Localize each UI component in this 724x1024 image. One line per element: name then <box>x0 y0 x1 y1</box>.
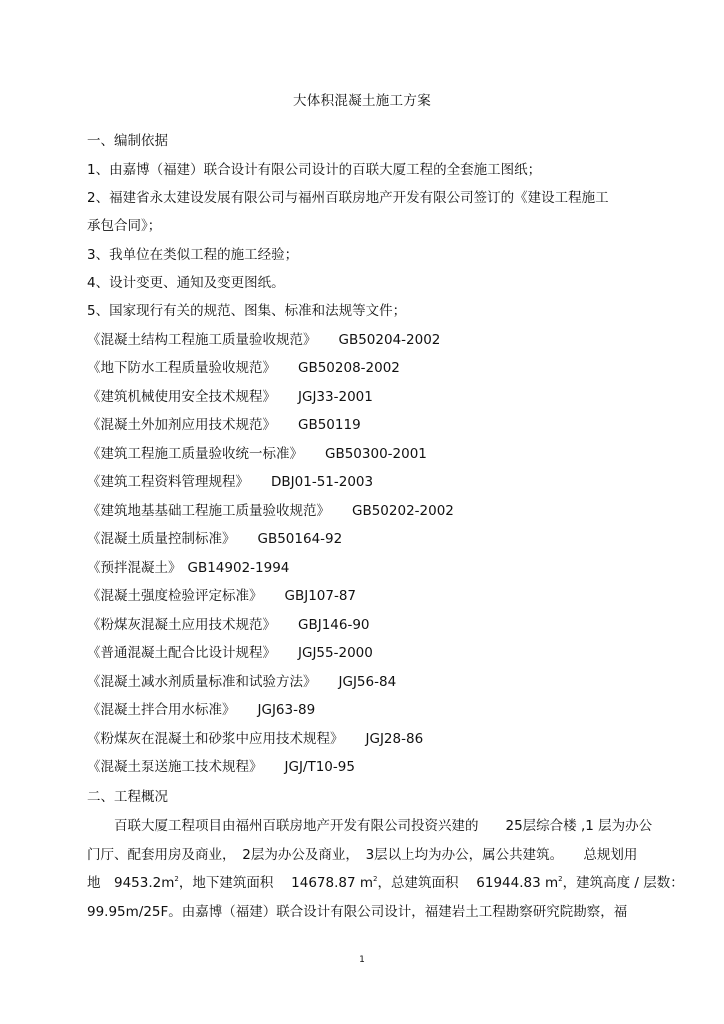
standard-code: JGJ55-2000 <box>298 645 373 661</box>
standard-name: 《建筑工程资料管理规程》 <box>87 474 249 490</box>
standard-code: GBJ107-87 <box>284 588 357 604</box>
standard-item <box>87 359 400 377</box>
standard-item <box>87 331 440 349</box>
overview-line: 百联大厦工程项目由福州百联房地产开发有限公司投资兴建的 25层综合楼 ,1 层为办公 <box>87 818 653 834</box>
standard-name: 《混凝土质量控制标准》 <box>87 531 236 547</box>
standard-code: GB14902-1994 <box>187 560 290 576</box>
standard-item <box>87 644 373 662</box>
standard-code: JGJ33-2001 <box>298 389 373 405</box>
standard-name: 《混凝土结构工程施工质量验收规范》 <box>87 332 317 348</box>
standard-name: 《混凝土拌合用水标准》 <box>87 702 236 718</box>
standard-name: 《混凝土减水剂质量标准和试验方法》 <box>87 674 317 690</box>
standard-code: GB50208-2002 <box>298 360 400 376</box>
standard-code: JGJ28-86 <box>365 731 424 747</box>
basis-item-4: 4、设计变更、通知及变更图纸。 <box>87 275 285 291</box>
standard-item <box>87 730 423 748</box>
superscript: 2 <box>558 875 563 883</box>
standard-code: GB50202-2002 <box>352 503 454 519</box>
standard-item <box>87 416 361 434</box>
overview-line: 门厅、配套用房及商业， 2层为办公及商业， 3层以上均为办公，属公共建筑。 总规划用 <box>87 846 638 863</box>
total-area: ，总建筑面积 61944.83 m <box>377 875 559 891</box>
standard-code: GB50164-92 <box>257 531 343 547</box>
underground-area: ，地下建筑面积 14678.87 m <box>178 875 374 891</box>
standard-item <box>87 473 373 491</box>
standard-item <box>87 616 370 634</box>
section-heading-basis: 一、编制依据 <box>87 133 168 149</box>
standard-name: 《预拌混凝土》 <box>87 560 182 576</box>
basis-item-5: 5、国家现行有关的规范、图集、标准和法规等文件； <box>87 303 407 319</box>
overview-area-line <box>87 869 684 898</box>
standard-code: JGJ56-84 <box>338 674 397 690</box>
standard-name: 《粉煤灰在混凝土和砂浆中应用技术规程》 <box>87 731 344 747</box>
standard-item <box>87 530 342 548</box>
standard-code: JGJ63-89 <box>257 702 316 718</box>
standard-item <box>87 587 356 605</box>
standard-name: 《普通混凝土配合比设计规程》 <box>87 645 276 661</box>
standard-item <box>87 388 373 406</box>
standard-name: 《建筑工程施工质量验收统一标准》 <box>87 446 303 462</box>
standard-code: GB50300-2001 <box>325 446 427 462</box>
standard-name: 《地下防水工程质量验收规范》 <box>87 360 276 376</box>
basis-item-3: 3、我单位在类似工程的施工经验； <box>87 247 299 263</box>
page-number: 1 <box>359 955 365 965</box>
superscript: 2 <box>174 875 179 883</box>
standard-code: JGJ/T10-95 <box>284 759 355 775</box>
section-heading-overview: 二、工程概况 <box>87 789 168 805</box>
basis-item-2-cont: 承包合同》； <box>87 218 162 234</box>
standard-code: DBJ01-51-2003 <box>271 474 374 490</box>
standard-name: 《建筑机械使用安全技术规程》 <box>87 389 276 405</box>
standard-code: GBJ146-90 <box>298 617 370 633</box>
document-title: 大体积混凝土施工方案 <box>293 93 431 109</box>
standard-item <box>87 758 355 776</box>
standard-item <box>87 502 454 520</box>
standard-name: 《混凝土泵送施工技术规程》 <box>87 759 263 775</box>
standard-name: 《混凝土强度检验评定标准》 <box>87 588 263 604</box>
basis-item-2: 2、福建省永太建设发展有限公司与福州百联房地产开发有限公司签订的《建设工程施工 <box>87 190 609 206</box>
height-label: ，建筑高度 / 层数： <box>562 875 684 891</box>
standard-item <box>87 445 427 463</box>
site-area: 地 9453.2m <box>87 875 175 891</box>
standard-item <box>87 559 289 577</box>
standard-name: 《混凝土外加剂应用技术规范》 <box>87 417 276 433</box>
standard-name: 《建筑地基基础工程施工质量验收规范》 <box>87 503 330 519</box>
overview-line: 99.95m/25F。由嘉博（福建）联合设计有限公司设计，福建岩土工程勘察研究院勘察，福 <box>87 903 628 920</box>
superscript: 2 <box>373 875 378 883</box>
standard-code: GB50204-2002 <box>338 332 441 348</box>
standard-code: GB50119 <box>298 417 361 433</box>
standard-item <box>87 673 396 691</box>
overview-paragraph <box>87 812 684 926</box>
basis-item-1: 1、由嘉博（福建）联合设计有限公司设计的百联大厦工程的全套施工图纸； <box>87 162 542 178</box>
standard-item <box>87 701 315 719</box>
standard-name: 《粉煤灰混凝土应用技术规范》 <box>87 617 276 633</box>
